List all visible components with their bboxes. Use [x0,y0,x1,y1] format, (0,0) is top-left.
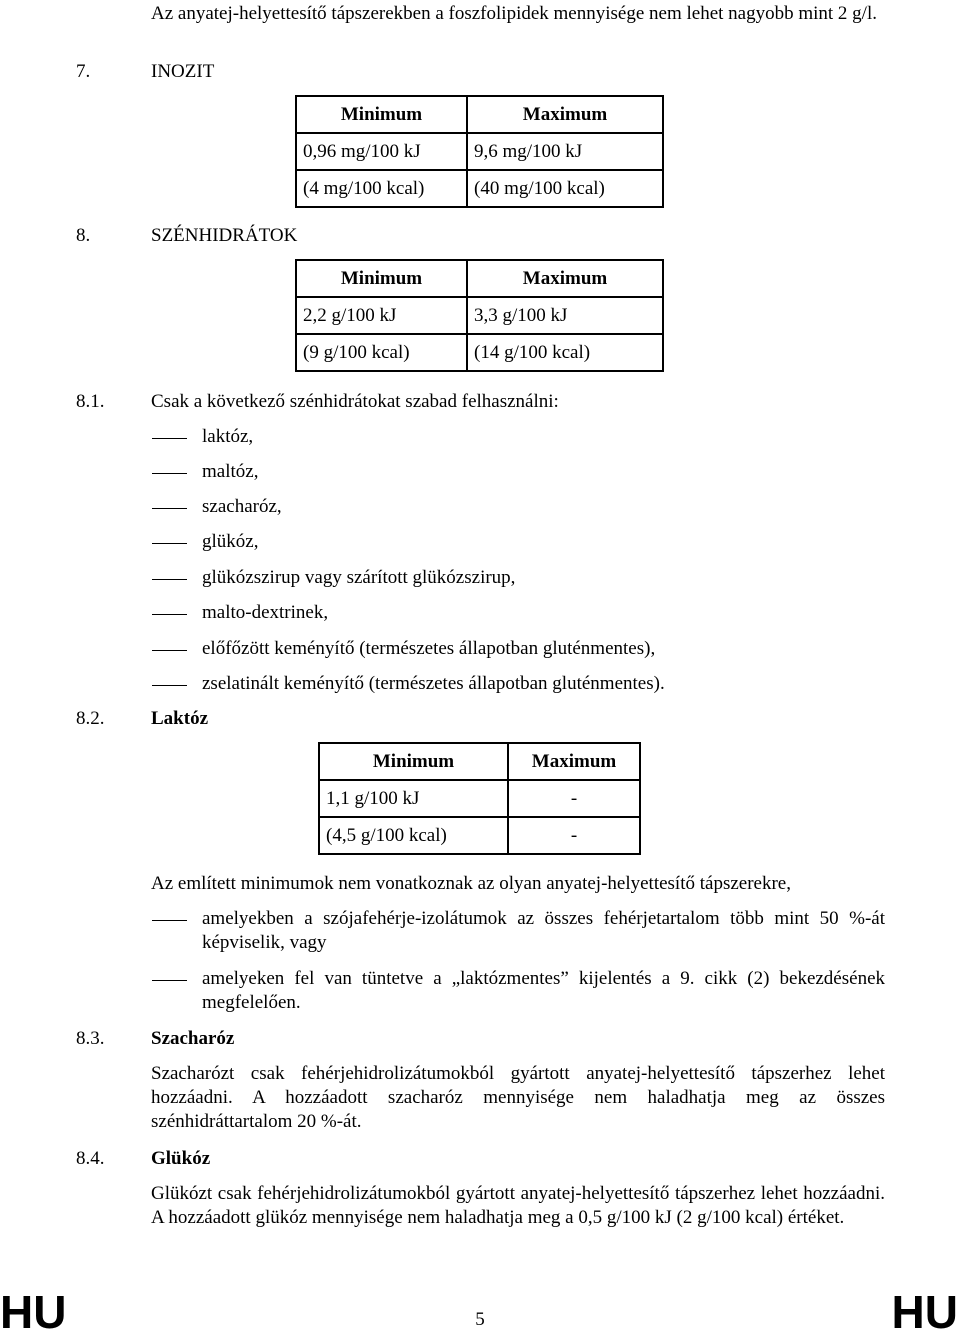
list-item: glükóz, [202,531,259,552]
table-header-minimum: Minimum [296,260,467,297]
dash-bullet [152,980,187,981]
sucrose-paragraph: Szacharózt csak fehérjehidrolizátumokból gyártott anyatej-helyettesítő tápszerhez lehet hozzáadni. A hozzáadott szacharóz mennyisége nem haladhatja meg az összes szénhidráttartalom 20 %-át. [151,1063,885,1132]
table-cell: 0,96 mg/100 kJ [296,133,467,170]
list-item: malto-dextrinek, [202,602,329,623]
section-8-title: SZÉNHIDRÁTOK [151,225,298,246]
table-header-maximum: Maximum [467,96,663,133]
list-item: szacharóz, [202,496,282,517]
table-header-maximum: Maximum [467,260,663,297]
list-item: maltóz, [202,461,259,482]
glucose-paragraph: Glükózt csak fehérjehidrolizátumokból gyártott anyatej-helyettesítő tápszerhez lehet hozzáadni. A hozzáadott glükóz mennyisége nem haladhatja meg a 0,5 g/100 kJ (2 g/100 kcal) értéket. [151,1183,885,1228]
table-cell: - [508,817,640,854]
section-7-number: 7. [76,61,91,82]
table-cell: - [508,780,640,817]
lactose-table [318,742,641,855]
dash-bullet [152,685,187,686]
carbohydrate-table [295,259,664,372]
table-cell: (40 mg/100 kcal) [467,170,663,207]
section-8-2-title: Laktóz [151,708,208,729]
section-8-number: 8. [76,225,91,246]
dash-bullet [152,543,187,544]
list-item: amelyeken fel van tüntetve a „laktózmentes” kijelentés a 9. cikk (2) bekezdésének megfelelően. [202,968,885,1013]
dash-bullet [152,920,187,921]
page-number: 5 [475,1309,485,1330]
table-cell: (9 g/100 kcal) [296,334,467,371]
dash-bullet [152,438,187,439]
table-cell: (4 mg/100 kcal) [296,170,467,207]
footer-language-code-right: HU [891,1286,958,1338]
list-item: laktóz, [202,426,254,447]
dash-bullet [152,508,187,509]
section-8-4-number: 8.4. [76,1148,105,1169]
list-item: előfőzött keményítő (természetes állapotban gluténmentes), [202,638,656,659]
table-cell: (4,5 g/100 kcal) [319,817,508,854]
intro-paragraph: Az anyatej-helyettesítő tápszerekben a foszfolipidek mennyisége nem lehet nagyobb mint 2 g/l. [151,3,877,24]
dash-bullet [152,579,187,580]
section-7-title: INOZIT [151,61,215,82]
inositol-table [295,95,664,208]
table-cell: 2,2 g/100 kJ [296,297,467,334]
section-8-1-number: 8.1. [76,391,105,412]
section-8-1-text: Csak a következő szénhidrátokat szabad felhasználni: [151,391,559,412]
section-8-2-number: 8.2. [76,708,105,729]
table-header-minimum: Minimum [319,743,508,780]
lactose-exception-text: Az említett minimumok nem vonatkoznak az olyan anyatej-helyettesítő tápszerekre, [151,873,791,894]
table-cell: 9,6 mg/100 kJ [467,133,663,170]
dash-bullet [152,473,187,474]
list-item: glükózszirup vagy szárított glükózszirup, [202,567,516,588]
section-8-3-title: Szacharóz [151,1028,235,1049]
list-item: zselatinált keményítő (természetes állapotban gluténmentes). [202,673,665,694]
table-header-minimum: Minimum [296,96,467,133]
footer-language-code-left: HU [0,1286,67,1338]
dash-bullet [152,650,187,651]
section-8-3-number: 8.3. [76,1028,105,1049]
list-item: amelyekben a szójafehérje-izolátumok az összes fehérjetartalom több mint 50 %-át képviselik, vagy [202,908,885,953]
dash-bullet [152,614,187,615]
section-8-4-title: Glükóz [151,1148,211,1169]
table-cell: (14 g/100 kcal) [467,334,663,371]
table-header-maximum: Maximum [508,743,640,780]
table-cell: 3,3 g/100 kJ [467,297,663,334]
table-cell: 1,1 g/100 kJ [319,780,508,817]
